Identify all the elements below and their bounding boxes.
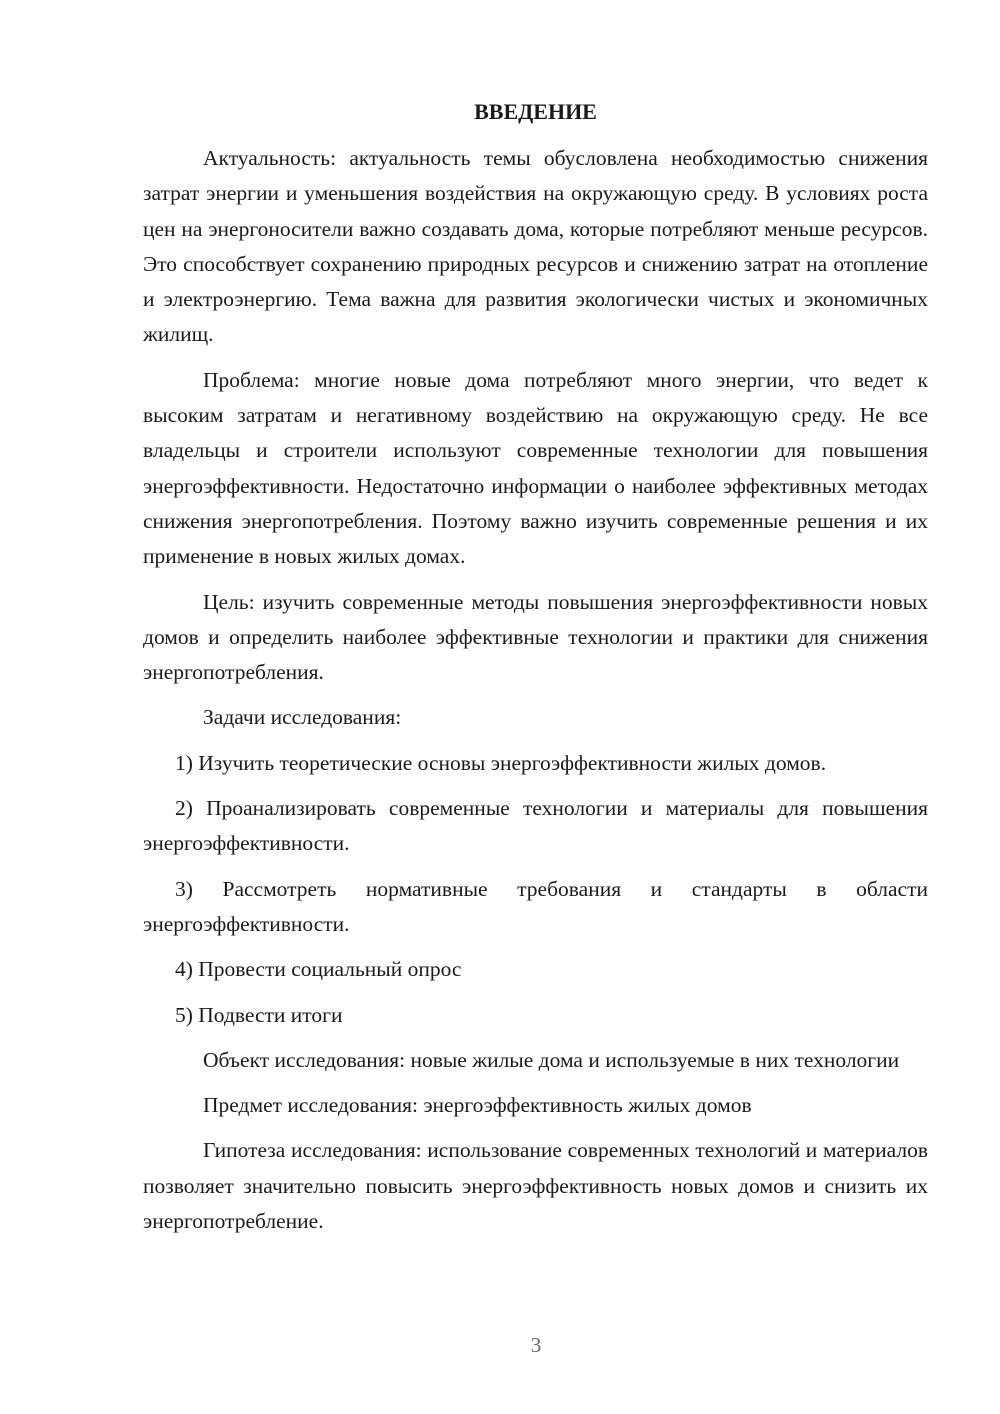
task-item-5: 5) Подвести итоги [175, 1002, 343, 1027]
task-item-3: 3) Рассмотреть нормативные требования и стандарты в области энергоэффективности. [143, 876, 928, 936]
paragraph-relevance: Актуальность: актуальность темы обусловлена необходимостью снижения затрат энергии и уменьшения воздействия на окружающую среду. В условиях роста цен на энергоносители важно создавать дома, которые потребляют меньше ресурсов. Это способствует сохранению природных ресурсов и снижению затрат на отопление и электроэнергию. Тема важна для развития экологически чистых и экономичных жилищ. [143, 146, 928, 347]
task-item-4: 4) Провести социальный опрос [175, 957, 462, 982]
paragraph-subject: Предмет исследования: энергоэффективность жилых домов [203, 1093, 752, 1118]
paragraph-problem: Проблема: многие новые дома потребляют много энергии, что ведет к высоким затратам и негативному воздействию на окружающую среду. Не все владельцы и строители используют современные технологии для повышения энергоэффективности. Недостаточно информации о наиболее эффективных методах снижения энергопотребления. Поэтому важно изучить современные решения и их применение в новых жилых домах. [143, 367, 928, 569]
page-number: 3 [530, 1333, 542, 1357]
task-item-1: 1) Изучить теоретические основы энергоэффективности жилых домов. [175, 750, 827, 775]
task-item-2: 2) Проанализировать современные технологии и материалы для повышения энергоэффективности. [143, 796, 928, 856]
paragraph-object: Объект исследования: новые жилые дома и используемые в них технологии [203, 1047, 900, 1072]
paragraph-tasks-heading: Задачи исследования: [203, 705, 402, 730]
document-page [143, 94, 928, 1249]
paragraph-goal: Цель: изучить современные методы повышения энергоэффективности новых домов и определить наиболее эффективные технологии и практики для снижения энергопотребления. [143, 589, 928, 685]
paragraph-hypothesis: Гипотеза исследования: использование современных технологий и материалов позволяет значительно повысить энергоэффективность новых домов и снизить их энергопотребление. [143, 1138, 928, 1234]
section-title: ВВЕДЕНИЕ [474, 99, 597, 124]
